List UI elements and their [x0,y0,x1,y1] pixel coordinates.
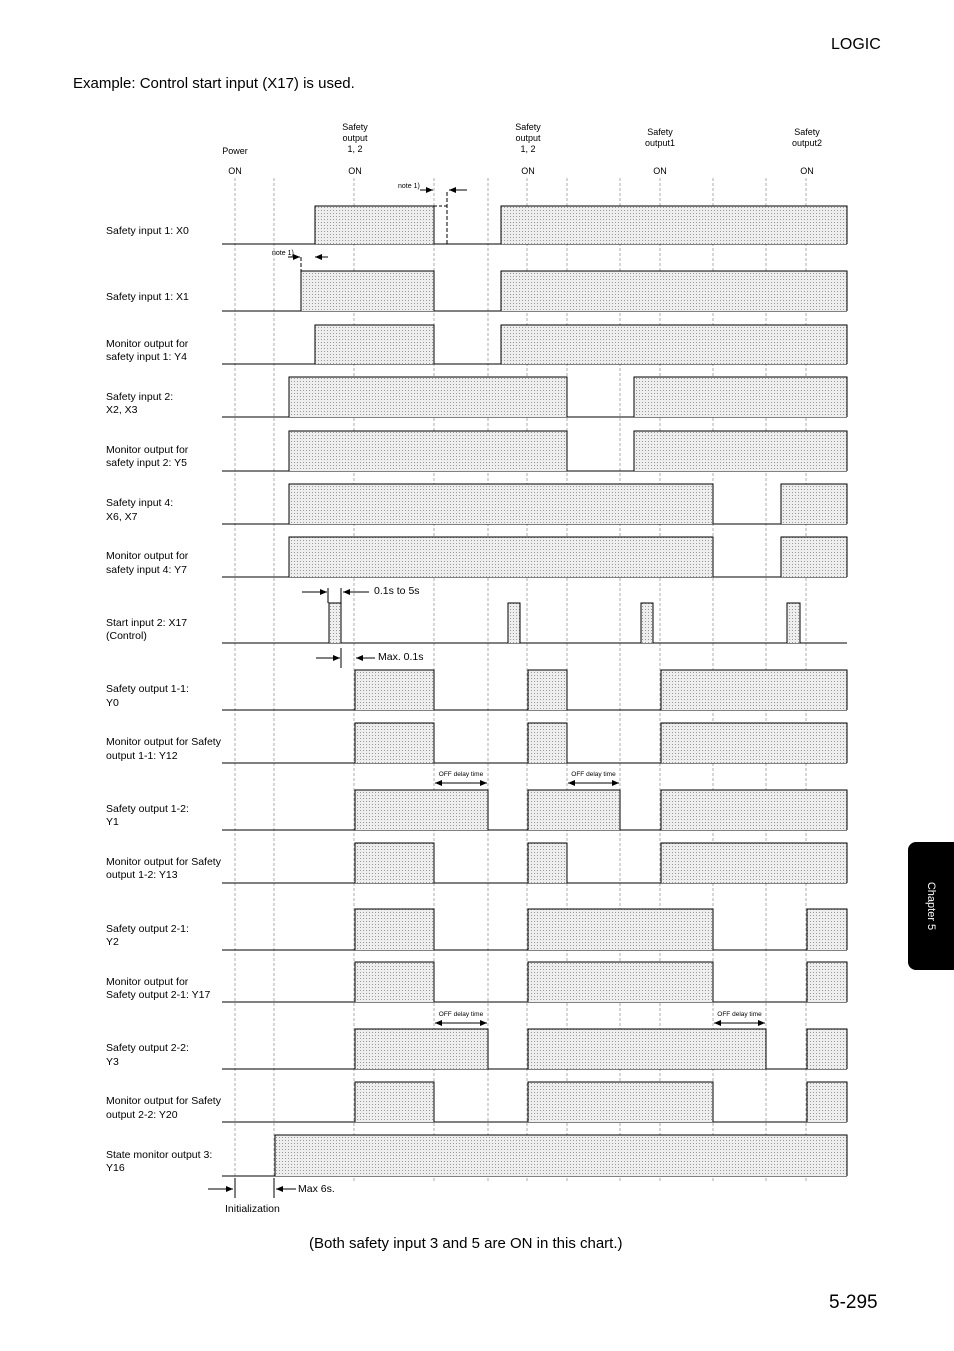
event-label: Power [222,146,248,156]
event-headers [222,122,822,176]
event-label: Safety [342,122,368,132]
signal-on-pulse [501,325,847,364]
signal-label: output 1-2: Y13 [106,869,178,881]
signal-on-pulse [355,723,434,763]
signal-label: State monitor output 3: [106,1149,213,1161]
signal-label: safety input 2: Y5 [106,457,187,469]
pulse-width-label: 0.1s to 5s [374,585,420,597]
signal-label: Start input 2: X17 [106,617,188,629]
signal-on-pulse [781,484,847,524]
chapter-tab[interactable] [908,842,954,970]
signal-label: X6, X7 [106,511,138,523]
off-delay-label: OFF delay time [438,771,484,778]
signal-row [106,377,847,417]
signal-label: output 1-1: Y12 [106,750,178,762]
event-label: ON [800,166,814,176]
signal-label: Monitor output for [106,338,189,350]
signal-label: Safety input 4: [106,497,174,509]
signal-row [106,603,847,643]
signal-on-pulse [807,962,847,1002]
signal-label: Y16 [106,1162,125,1174]
signal-on-pulse [501,206,847,244]
signal-on-pulse [355,909,434,950]
chapter-tab-label: Chapter 5 [925,881,937,931]
signal-row [106,1082,847,1122]
signal-label: Safety input 1: X1 [106,291,189,303]
signal-on-pulse [289,377,567,417]
signal-label: Monitor output for [106,550,189,562]
signal-label: (Control) [106,630,147,642]
signal-row [106,790,847,830]
signal-on-pulse [528,670,567,710]
signal-label: Safety input 1: X0 [106,225,189,237]
signal-on-pulse [807,1082,847,1122]
signal-label: Safety output 1-2: [106,803,189,815]
signal-row [106,206,847,244]
event-label: ON [228,166,242,176]
signal-label: Safety output 2-2: [106,1042,189,1054]
signal-on-pulse [355,843,434,883]
signal-label: Safety output 1-1: [106,683,189,695]
signal-row [106,909,847,950]
signal-label: Monitor output for Safety [106,856,221,868]
signal-on-pulse [528,723,567,763]
signal-on-pulse [641,603,653,643]
event-label: Safety [794,127,820,137]
signal-on-pulse [355,1082,434,1122]
signal-on-pulse [355,962,434,1002]
event-label: Safety [515,122,541,132]
event-label: ON [653,166,667,176]
event-label: ON [521,166,535,176]
signal-on-pulse [528,909,713,950]
signal-row [106,723,847,763]
event-label: ON [348,166,362,176]
signal-row [106,537,847,577]
signal-on-pulse [355,1029,488,1069]
off-delay-label: OFF delay time [571,771,616,778]
signal-label: Monitor output for Safety [106,1095,221,1107]
signal-on-pulse [528,1029,766,1069]
signal-row [106,1135,847,1176]
note-label: note 1) [398,183,420,190]
max-init-label: Max 6s. [298,1183,335,1195]
signal-rows [106,206,847,1176]
signal-label: Y3 [106,1056,119,1068]
event-label: output [342,133,368,143]
signal-row [106,670,847,710]
signal-on-pulse [501,271,847,311]
signal-on-pulse [661,843,847,883]
signal-label: Monitor output for [106,976,189,988]
signal-on-pulse [528,843,567,883]
signal-on-pulse [301,271,434,311]
event-label: output1 [644,138,676,148]
signal-label: safety input 4: Y7 [106,564,187,576]
signal-row [106,1029,847,1069]
example-caption: Example: Control start input (X17) is used. [73,75,355,92]
signal-on-pulse [781,537,847,577]
footnote: (Both safety input 3 and 5 are ON in this chart.) [309,1235,623,1252]
signal-on-pulse [508,603,520,643]
max-response-label: Max. 0.1s [378,651,424,663]
signal-label: Monitor output for [106,444,189,456]
event-label: 1, 2 [520,144,536,154]
event-label: 1, 2 [347,144,363,154]
signal-on-pulse [275,1135,847,1176]
signal-label: Y2 [106,936,119,948]
signal-row [106,962,847,1002]
event-label: output [515,133,541,143]
signal-on-pulse [355,790,488,830]
signal-label: Safety input 2: [106,391,174,403]
note-label: note 1) [272,250,294,257]
signal-on-pulse [329,603,341,643]
signal-on-pulse [315,325,434,364]
signal-on-pulse [355,670,434,710]
section-title: LOGIC [831,36,881,53]
signal-on-pulse [315,206,434,244]
signal-on-pulse [634,377,847,417]
signal-on-pulse [661,790,847,830]
signal-on-pulse [807,1029,847,1069]
signal-label: Y1 [106,816,119,828]
signal-label: safety input 1: Y4 [106,351,187,363]
signal-row [106,843,847,883]
initialization-label: Initialization [225,1203,280,1215]
signal-on-pulse [634,431,847,471]
signal-on-pulse [528,1082,713,1122]
signal-label: Y0 [106,697,119,709]
signal-row [106,484,847,524]
off-delay-label: OFF delay time [438,1011,484,1018]
signal-label: Monitor output for Safety [106,736,221,748]
signal-row [106,325,847,364]
signal-on-pulse [807,909,847,950]
off-delay-label: OFF delay time [717,1011,762,1018]
signal-label: X2, X3 [106,404,138,416]
signal-on-pulse [528,790,620,830]
signal-on-pulse [289,431,567,471]
signal-on-pulse [661,670,847,710]
event-label: Safety [647,127,673,137]
signal-label: output 2-2: Y20 [106,1109,178,1121]
signal-on-pulse [528,962,713,1002]
page-number: 5-295 [829,1292,878,1313]
signal-row [106,271,847,311]
signal-label: Safety output 2-1: Y17 [106,989,211,1001]
signal-row [106,431,847,471]
signal-label: Safety output 2-1: [106,923,189,935]
signal-on-pulse [289,537,713,577]
event-label: output2 [791,138,823,148]
signal-on-pulse [661,723,847,763]
signal-on-pulse [289,484,713,524]
signal-on-pulse [787,603,800,643]
